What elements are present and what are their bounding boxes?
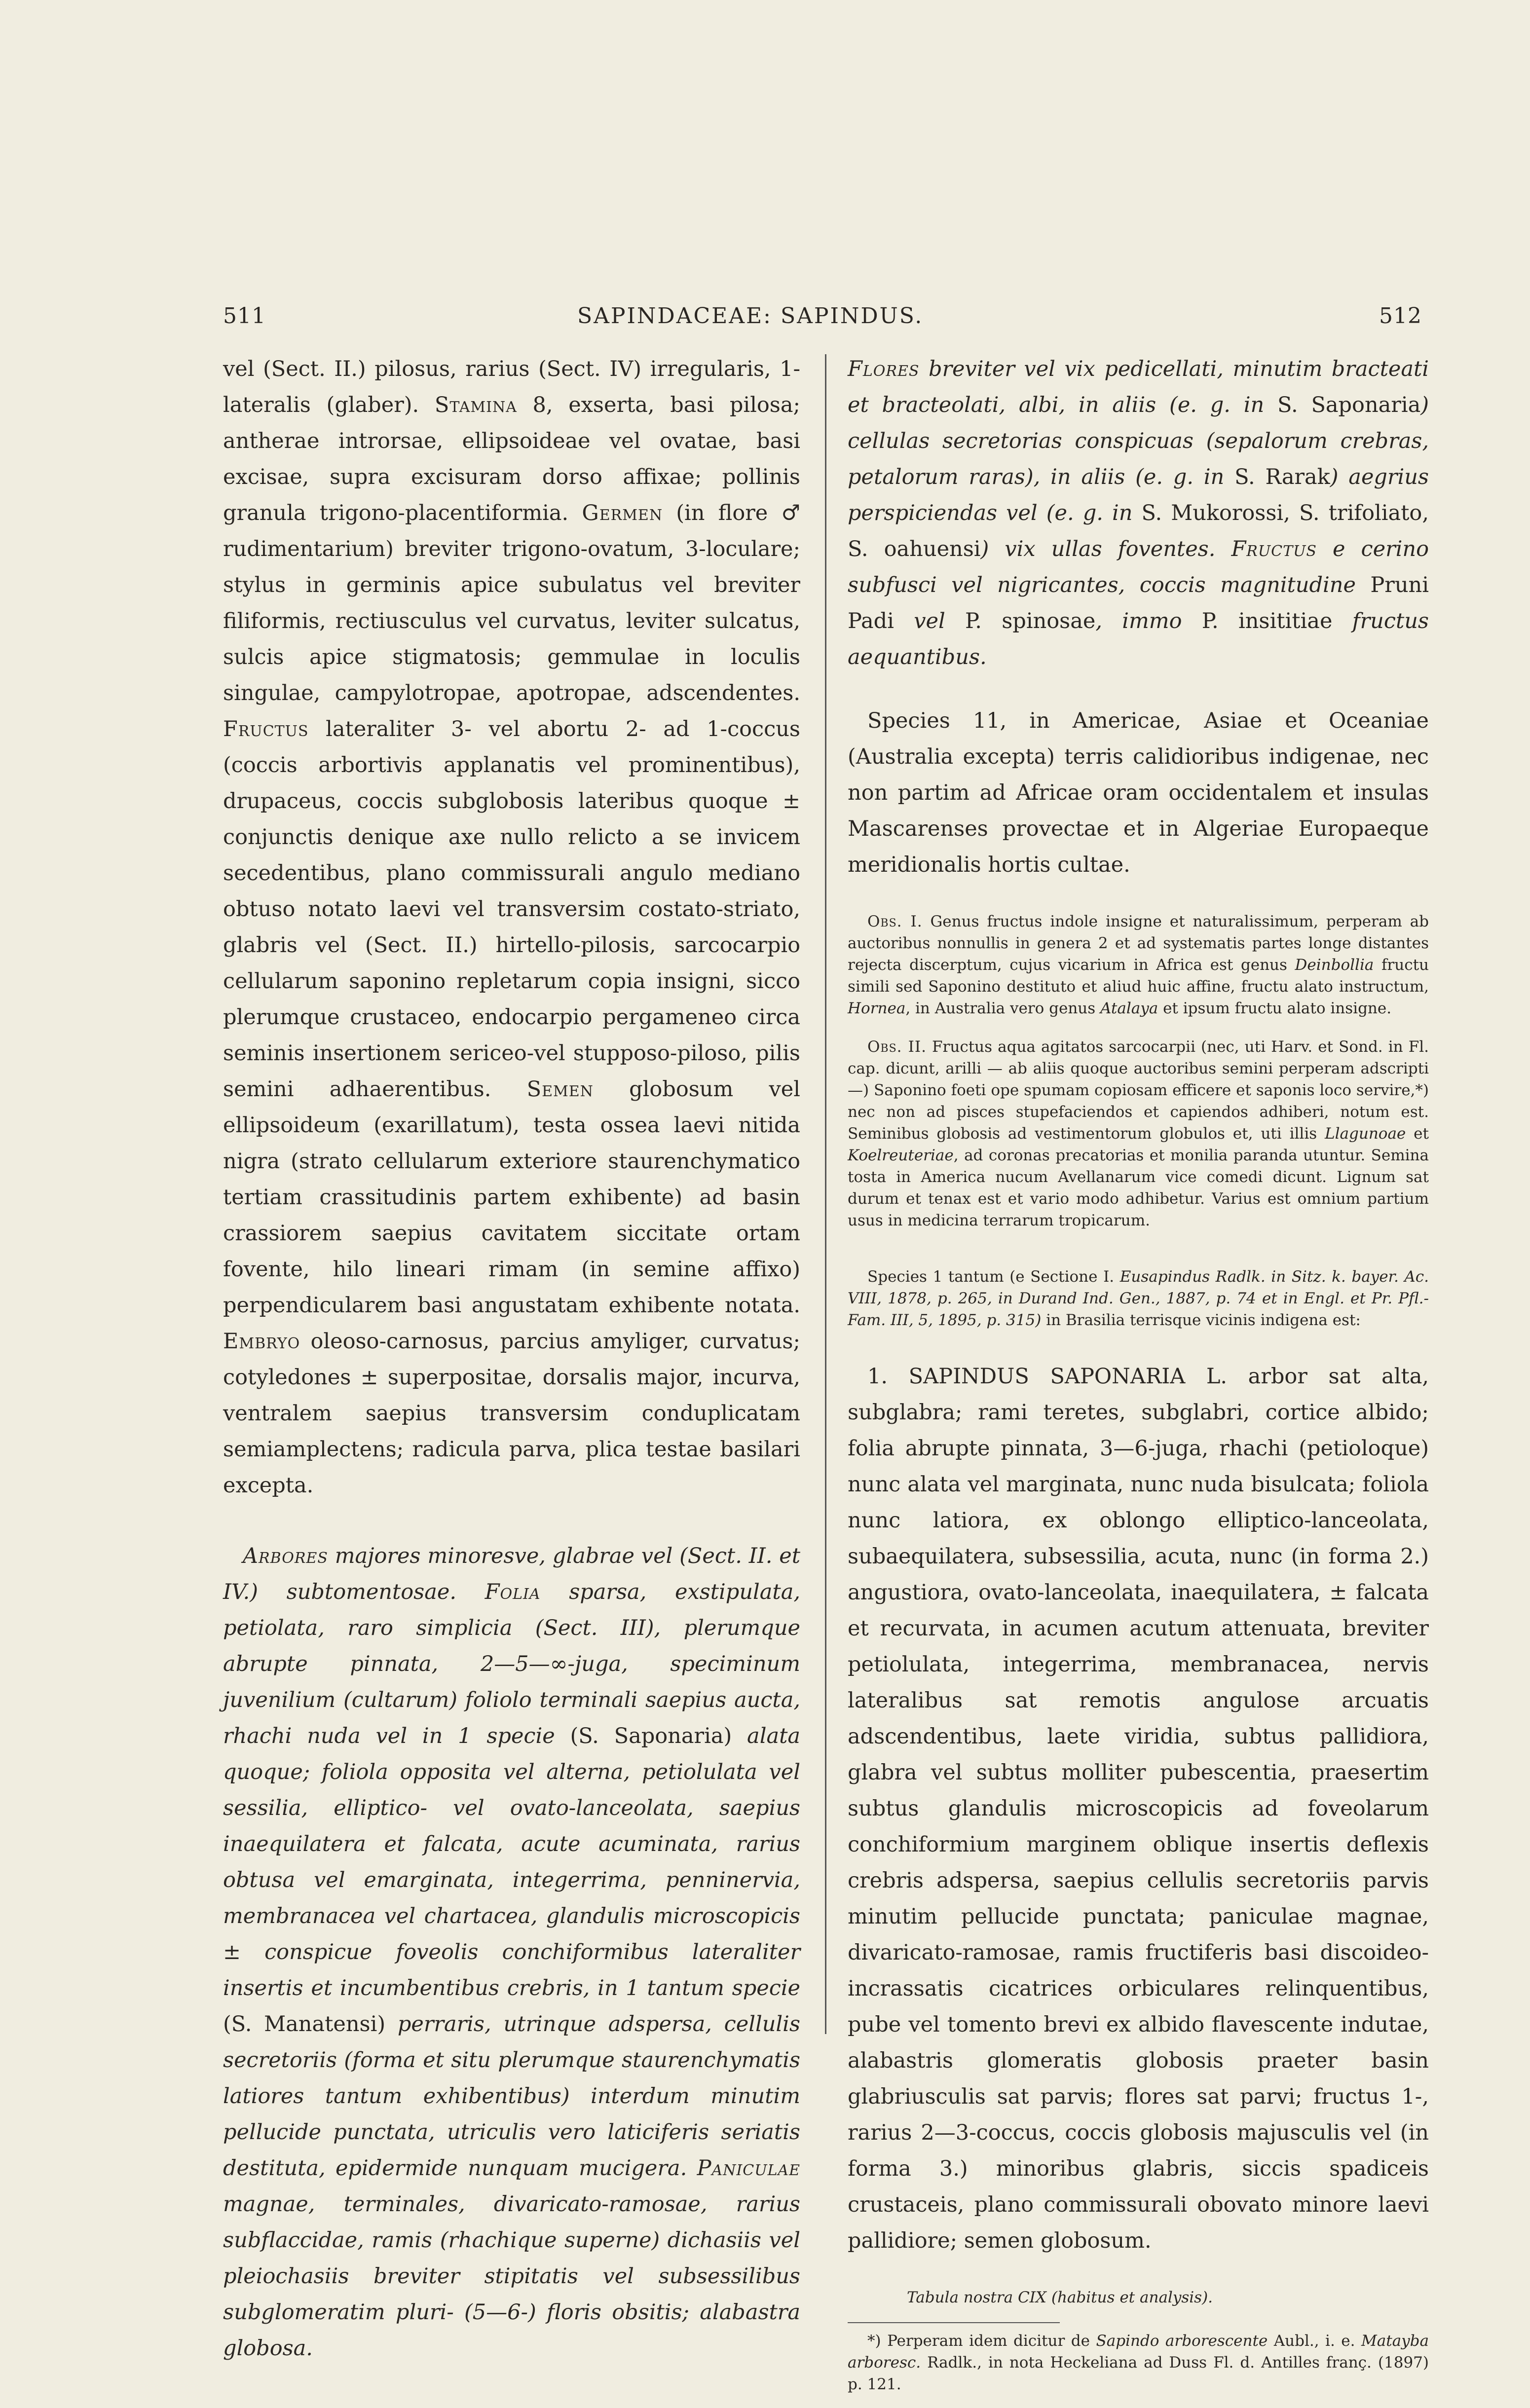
species-note: Species 1 tantum (e Sectione I. Eusapindus Radlk. in Sitz. k. bayer. Ac. VIII, 1878, p. 265, in Durand Ind. Gen., 1887, p. 74 et in Engl. et Pr. Pfl.-Fam. III, 5, 1895, p. 315) in Brasilia terrisque vicinis indigena est: (848, 1268, 1429, 1329)
term-stamina: Stamina (434, 393, 517, 417)
term-fructus-right: Fructus (1231, 537, 1317, 561)
left-column (223, 351, 800, 2367)
habit-paragraph: Arbores majores minoresve, glabrae vel (Sect. II. et IV.) subtomentosae. Folia sparsa, exstipulata, petiolata, raro simplicia (Sect. III), plerumque abrupte pinnata, 2—5—∞-juga, speciminum juvenilium (cultarum) foliolo terminali saepius aucta, rhachi nuda vel in 1 specie (S. Saponaria) alata quoque; foliola opposita vel alterna, petiolulata vel sessilia, elliptico- vel ovato-lanceolata, saepius inaequilatera et falcata, acute acuminata, rarius obtusa vel emarginata, integerrima, penninervia, membranacea vel chartacea, glandulis microscopicis ± conspicue foveolis conchiformibus lateraliter insertis et incumbentibus crebris, in 1 tantum specie (S. Manatensi) perraris, utrinque adspersa, cellulis secretoriis (forma et situ plerumque staurenchymatis latiores tantum exhibentibus) interdum minutim pellucide punctata, utriculis vero laticiferis seriatis destituta, epidermide nunquam mucigera. Paniculae magnae, terminales, divaricato-ramosae, rarius subflaccidae, ramis (rhachique superne) dichasiis vel pleiochasiis breviter stipitatis vel subsessilibus subglomeratim pluri- (5—6-) floris obsitis; alabastra globosa. (223, 1544, 800, 2361)
term-paniculae: Paniculae (697, 2156, 800, 2181)
column-divider (825, 354, 826, 2034)
running-header (0, 303, 1530, 333)
page-number-right: 512 (1379, 303, 1422, 329)
obs-1-label: Obs. I. (867, 913, 923, 930)
term-flores: Flores (848, 357, 920, 381)
term-germen: Germen (582, 501, 663, 525)
species-entry: 1. SAPINDUS SAPONARIA L. arbor sat alta, subglabra; rami teretes, subglabri, cortice albido; folia abrupte pinnata, 3—6-juga, rhachi (petioloque) nunc alata vel marginata, nunc nuda bisulcata; foliola nunc latiora, ex oblongo elliptico-lanceolata, subaequilatera, subsessilia, acuta, nunc (in forma 2.) angustiora, ovato-lanceolata, inaequilatera, ± falcata et recurvata, in acumen acutum attenuata, breviter petiolulata, integerrima, membranacea, nervis lateralibus sat remotis angulose arcuatis adscendentibus, laete viridia, subtus pallidiora, glabra vel subtus molliter pubescentia, praesertim subtus glandulis microscopicis ad foveolarum conchiformium marginem oblique insertis deflexis crebris adspersa, saepius cellulis secretoriis parvis minutim pellucide punctata; paniculae magnae, divaricato-ramosae, ramis fructiferis basi discoideo-incrassatis cicatrices orbiculares relinquentibus, pube vel tomento brevi ex albido flavescente indutae, alabastris glomeratis globosis praeter basin glabriusculis sat parvis; flores sat parvi; fructus 1-, rarius 2—3-coccus, coccis globosis majusculis vel (in forma 3.) minoribus glabris, siccis spadiceis crustaceis, plano commissurali obovato minore laevi pallidiore; semen globosum. (848, 1364, 1429, 2253)
right-column (848, 351, 1429, 2395)
page-number-left: 511 (223, 303, 266, 329)
footnote: *) Perperam idem dicitur de Sapindo arborescente Aubl., i. e. Matayba arboresc. Radlk., in nota Heckeliana ad Duss Fl. d. Antilles franç. (1897) p. 121. (848, 2332, 1429, 2393)
obs-2: Obs. II. Fructus aqua agitatos sarcocarpii (nec, uti Harv. et Sond. in Fl. cap. dicunt, arilli — ab aliis quoque auctoribus semini perperam adscripti —) Saponino foeti ope spumam copiosam efficere et saponis loco servire,*) nec non ad pisces stupefaciendos et capiendos adhiberi, notum est. Seminibus globosis ad vestimentorum globulos et, uti illis Llagunoae et Koelreuteriae, ad coronas precatorias et monilia paranda utuntur. Semina tosta in America nucum Avellanarum vice comedi dicunt. Lignum sat durum et tenax est et vario modo adhibetur. Varius est omnium partium usus in medicina terrarum tropicarum. (848, 1038, 1429, 1229)
term-arbores: Arbores (243, 1544, 328, 1568)
species-name: 1. SAPINDUS SAPONARIA L. (867, 1364, 1228, 1389)
obs-2-label: Obs. II. (867, 1038, 927, 1056)
description-paragraph: vel (Sect. II.) pilosus, rarius (Sect. IV) irregularis, 1-lateralis (glaber). Stamina 8, exserta, basi pilosa; antherae introrsae, ellipsoideae vel ovatae, basi excisae, supra excisuram dorso affixae; pollinis granula trigono-placentiformia. Germen (in flore ♂ rudimentarium) breviter trigono-ovatum, 3-loculare; stylus in germinis apice subulatus vel breviter filiformis, rectiusculus vel curvatus, leviter sulcatus, sulcis apice stigmatosis; gemmulae in loculis singulae, campylotropae, apotropae, adscendentes. Fructus lateraliter 3- vel abortu 2- ad 1-coccus (coccis arbortivis applanatis vel prominentibus), drupaceus, coccis subglobosis lateribus quoque ± conjunctis denique axe nullo relicto a se invicem secedentibus, plano commissurali angulo mediano obtuso notato laevi vel transversim costato-striato, glabris vel (Sect. II.) hirtello-pilosis, sarcocarpio cellularum saponino repletarum copia insigni, sicco plerumque crustaceo, endocarpio pergameneo circa seminis insertionem sericeo-vel stupposo-piloso, pilis semini adhaerentibus. Semen globosum vel ellipsoideum (exarillatum), testa ossea laevi nitida nigra (strato cellularum exteriore staurenchymatico tertiam crassitudinis partem exhibente) ad basin crassiorem saepius cavitatem siccitate ortam fovente, hilo lineari rimam (in semine affixo) perpendicularem basi angustatam exhibente notata. Embryo oleoso-carnosus, parcius amyliger, curvatus; cotyledones ± superpositae, dorsalis major, incurva, ventralem saepius transversim conduplicatam semiamplectens; radicula parva, plica testae basilari excepta. (223, 357, 800, 1498)
term-fructus: Fructus (223, 717, 309, 741)
term-embryo: Embryo (223, 1329, 300, 1354)
flores-paragraph: Flores breviter vel vix pedicellati, minutim bracteati et bracteolati, albi, in aliis (e. g. in S. Saponaria) cellulas secretorias conspicuas (sepalorum crebras, petalorum raras), in aliis (e. g. in S. Rarak) aegrius perspiciendas vel (e. g. in S. Mukorossi, S. trifoliato, S. oahuensi) vix ullas foventes. Fructus e cerino subfusci vel nigricantes, coccis magnitudine Pruni Padi vel P. spinosae, immo P. insititiae fructus aequantibus. (848, 357, 1429, 669)
footnote-rule (848, 2322, 1060, 2323)
plate-caption: Tabula nostra CIX (habitus et analysis). (907, 2289, 1213, 2306)
term-folia: Folia (485, 1580, 541, 1604)
term-semen: Semen (526, 1077, 594, 1102)
species-count-paragraph: Species 11, in Americae, Asiae et Oceaniae (Australia excepta) terris calidioribus indigenae, nec non partim ad Africae oram occidentalem et insulas Mascarenses provectae et in Algeriae Europaeque meridionalis hortis cultae. (848, 708, 1429, 877)
running-title: SAPINDACEAE: SAPINDUS. (577, 303, 924, 329)
obs-1: Obs. I. Genus fructus indole insigne et naturalissimum, perperam ab auctoribus nonnullis in genera 2 et ad systematis partes longe distantes rejecta discerptum, cujus vicarium in Africa est genus Deinbollia fructu simili sed Saponino destituto et aliud huic affine, fructu alato instructum, Hornea, in Australia vero genus Atalaya et ipsum fructu alato insigne. (848, 913, 1429, 1017)
